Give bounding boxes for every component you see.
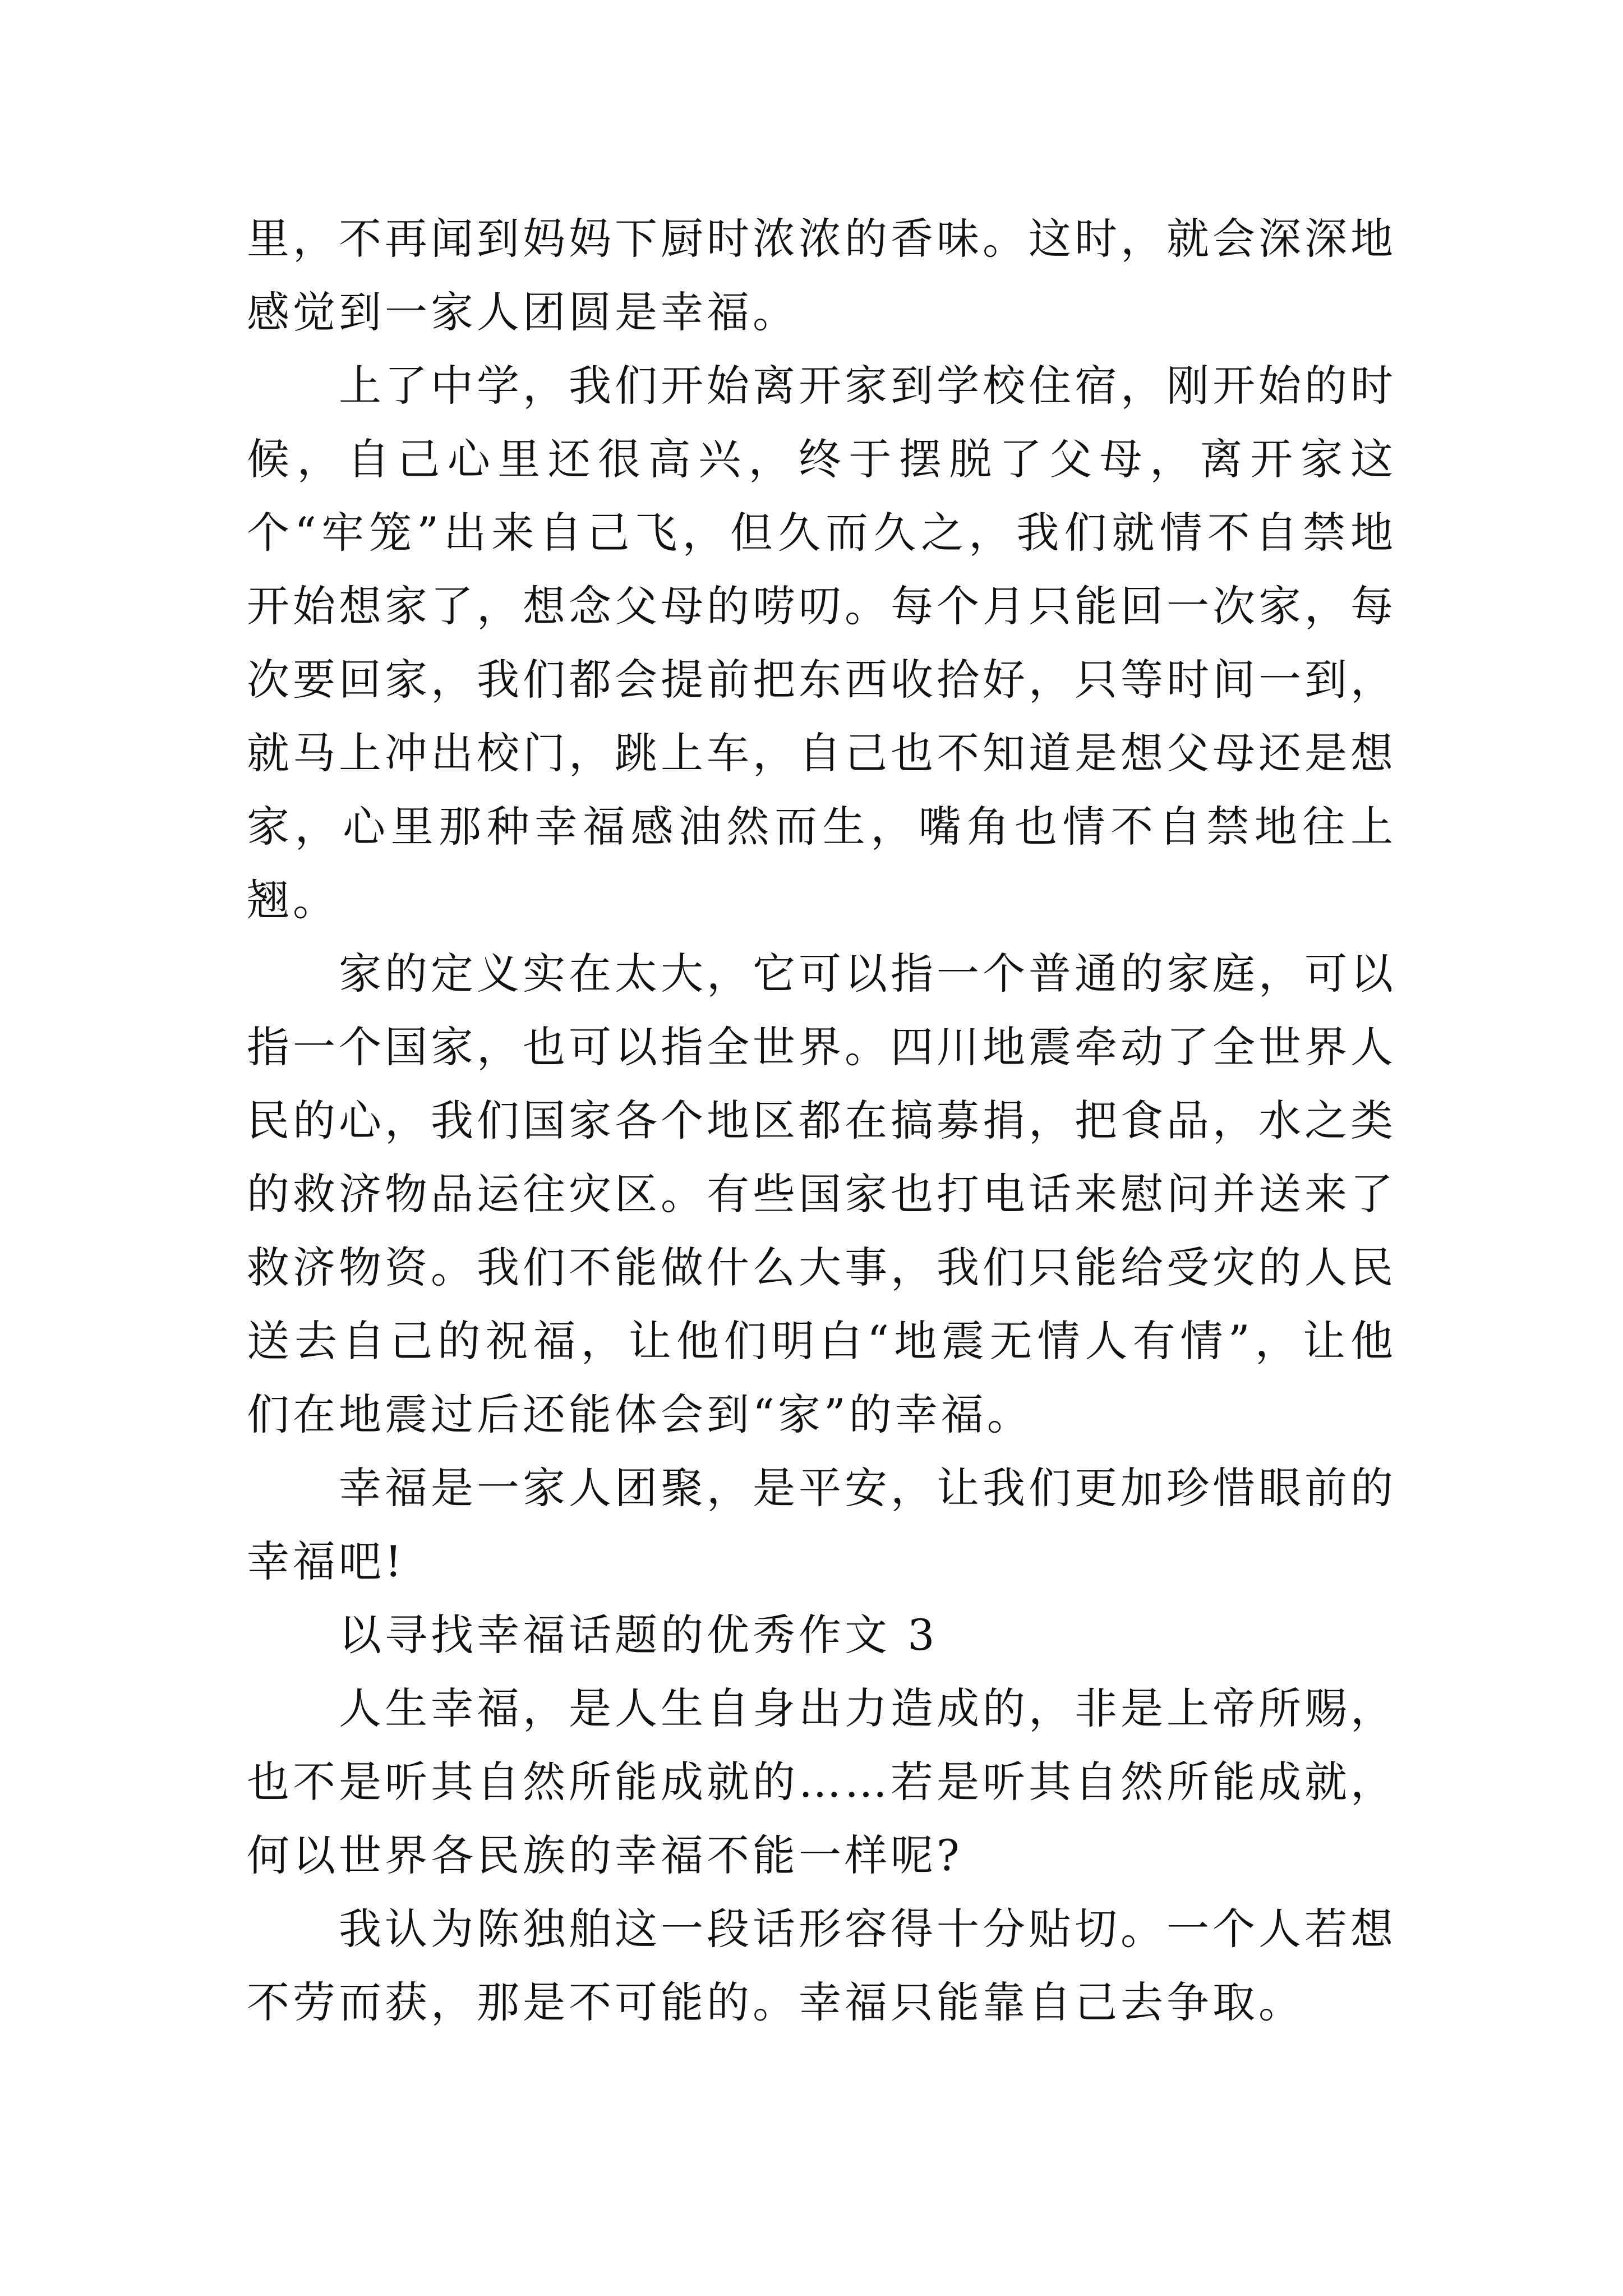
paragraph-boarding-school: 上了中学，我们开始离开家到学校住宿，刚开始的时候，自己心里还很高兴，终于摆脱了父母，离开家这个“牢笼”出来自己飞，但久而久之，我们就情不自禁地开始想家了，想念父母的唠叨。每个月只能回一次家，每次要回家，我们都会提前把东西收拾好，只等时间一到，就马上冲出校门，跳上车，自己也不知道是想父母还是想家，心里那种幸福感油然而生，嘴角也情不自禁地往上翘。 xyxy=(247,361,1396,925)
paragraph-continuation: 里，不再闻到妈妈下厨时浓浓的香味。这时，就会深深地感觉到一家人团圆是幸福。 xyxy=(247,214,1396,337)
paragraph-opinion: 我认为陈独舶这一段话形容得十分贴切。一个人若想不劳而获，那是不可能的。幸福只能靠自己去争取。 xyxy=(247,1904,1396,2027)
essay-body xyxy=(247,202,1396,2039)
paragraph-conclusion: 幸福是一家人团聚，是平安，让我们更加珍惜眼前的幸福吧! xyxy=(247,1463,1396,1586)
paragraph-definition-of-home: 家的定义实在太大，它可以指一个普通的家庭，可以指一个国家，也可以指全世界。四川地震牵动了全世界人民的心，我们国家各个地区都在搞募捐，把食品，水之类的救济物品运往灾区。有些国家也打电话来慰问并送来了救济物资。我们不能做什么大事，我们只能给受灾的人民送去自己的祝福，让他们明白“地震无情人有情”，让他们在地震过后还能体会到“家”的幸福。 xyxy=(247,949,1396,1439)
paragraph-quote: 人生幸福，是人生自身出力造成的，非是上帝所赐，也不是听其自然所能成就的……若是听其自然所能成就，何以世界各民族的幸福不能一样呢? xyxy=(247,1683,1396,1880)
essay-heading: 以寻找幸福话题的优秀作文 3 xyxy=(339,1610,938,1660)
